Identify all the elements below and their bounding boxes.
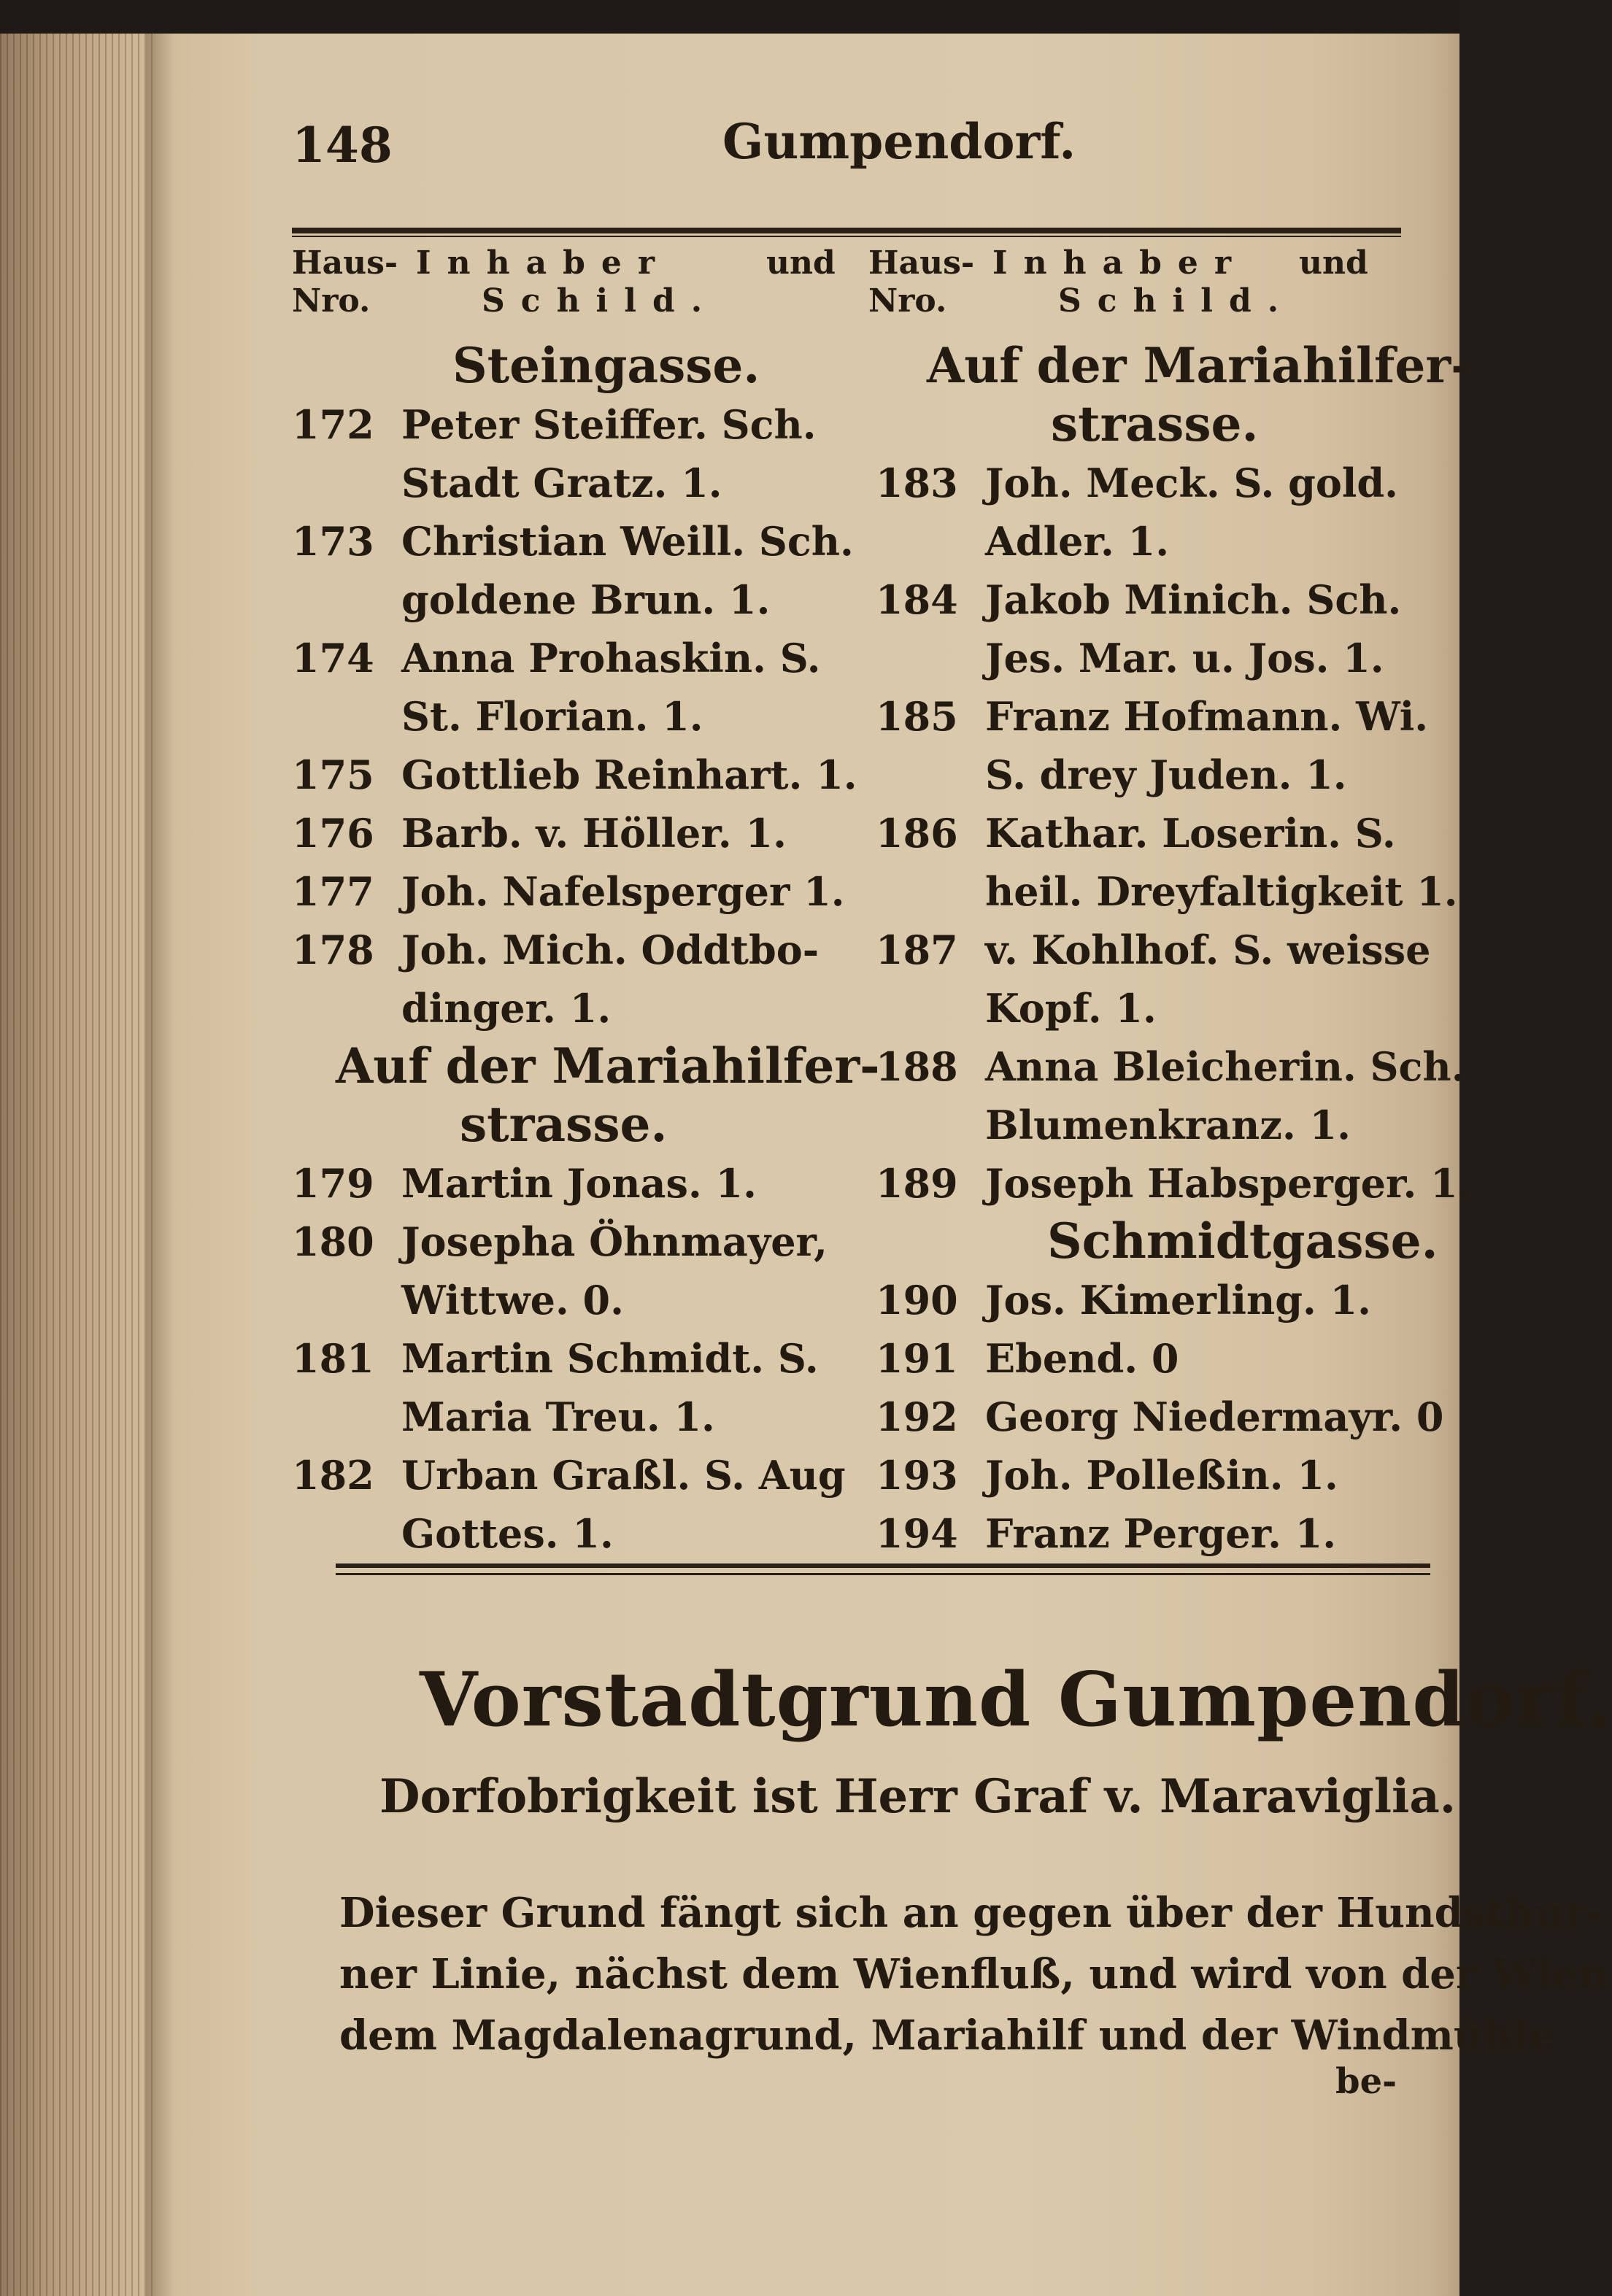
entry-continuation: Kopf. 1. [985, 985, 1157, 1032]
entry-text: Jakob Minich. Sch. [985, 576, 1402, 623]
entry-text: Christian Weill. Sch. [401, 518, 854, 565]
entry-text: Martin Jonas. 1. [401, 1160, 757, 1207]
house-number: 173 [292, 518, 374, 565]
entry-text: Martin Schmidt. S. [401, 1335, 819, 1382]
house-number: 189 [876, 1160, 958, 1207]
house-number: 185 [876, 693, 958, 740]
und-label: und [1299, 244, 1368, 282]
house-number: 191 [876, 1335, 958, 1382]
house-number: 175 [292, 751, 374, 798]
entry-text: Georg Niedermayr. 0 [985, 1394, 1444, 1440]
entry-text: Ebend. 0 [985, 1335, 1179, 1382]
entry-continuation: St. Florian. 1. [401, 693, 703, 740]
entry-continuation: dinger. 1. [401, 985, 612, 1032]
entry-text: Joh. Nafelsperger 1. [401, 868, 845, 915]
house-number: 188 [876, 1043, 958, 1090]
entry-continuation: Blumenkranz. 1. [985, 1102, 1351, 1148]
house-number: 179 [292, 1160, 374, 1207]
street-heading: Steingasse. [452, 337, 760, 394]
running-title: Gumpendorf. [722, 113, 1076, 170]
entry-text: Joh. Mich. Oddtbo- [401, 927, 820, 973]
header-rule [292, 228, 1401, 233]
entry-text: Anna Bleicherin. Sch. [985, 1043, 1465, 1090]
entry-text: Franz Perger. 1. [985, 1510, 1337, 1557]
entry-text: Jos. Kimerling. 1. [985, 1277, 1371, 1323]
entry-text: Josepha Öhnmayer, [401, 1218, 828, 1265]
haus-label: Haus- [868, 244, 975, 282]
binding-edge [0, 0, 1459, 34]
entry-text: Anna Prohaskin. S. [401, 635, 821, 681]
house-number: 182 [292, 1452, 374, 1499]
entry-text: Barb. v. Höller. 1. [401, 810, 787, 857]
house-number: 178 [292, 927, 374, 973]
house-number: 194 [876, 1510, 958, 1557]
nro-label: Nro. [868, 282, 947, 320]
street-heading: strasse. [1051, 395, 1259, 452]
house-number: 172 [292, 401, 374, 448]
street-heading: strasse. [460, 1096, 668, 1153]
entry-continuation: Stadt Gratz. 1. [401, 460, 722, 506]
entry-text: v. Kohlhof. S. weisse [985, 927, 1431, 973]
paragraph-line: dem Magdalenagrund, Mariahilf und der Windmühle [339, 2011, 1555, 2060]
section-paragraph [339, 1882, 1608, 2066]
entry-text: Urban Graßl. S. Aug [401, 1452, 846, 1499]
house-number: 183 [876, 460, 958, 506]
house-number: 174 [292, 635, 374, 681]
entry-text: Gottlieb Reinhart. 1. [401, 751, 857, 798]
house-number: 180 [292, 1218, 374, 1265]
entry-continuation: Wittwe. 0. [401, 1277, 624, 1323]
paragraph-line: ner Linie, nächst dem Wienfluß, und wird von der Wien [339, 1950, 1608, 1998]
paragraph-line: Dieser Grund fängt sich an gegen über der Hundsthur- [339, 1889, 1603, 1937]
street-heading: Auf der Mariahilfer- [336, 1037, 880, 1094]
entry-text: Joh. Polleßin. 1. [985, 1452, 1338, 1499]
gutter-shadow [146, 34, 175, 2296]
house-number: 176 [292, 810, 374, 857]
entry-continuation: Jes. Mar. u. Jos. 1. [985, 635, 1384, 681]
house-number: 177 [292, 868, 374, 915]
house-number: 190 [876, 1277, 958, 1323]
page-number: 148 [292, 117, 393, 174]
entry-text: Joh. Meck. S. gold. [985, 460, 1398, 506]
section-rule [336, 1563, 1430, 1568]
entry-text: Franz Hofmann. Wi. [985, 693, 1429, 740]
street-heading: Schmidtgasse. [1047, 1213, 1438, 1269]
entry-continuation: S. drey Juden. 1. [985, 751, 1347, 798]
house-number: 193 [876, 1452, 958, 1499]
entry-continuation: Maria Treu. 1. [401, 1394, 715, 1440]
und-label: und [766, 244, 836, 282]
entry-continuation: Gottes. 1. [401, 1510, 614, 1557]
catchword: be- [1335, 2061, 1397, 2102]
section-rule-thin [336, 1573, 1430, 1575]
inhaber-label: Inhaber [992, 244, 1248, 282]
entry-text: Peter Steiffer. Sch. [401, 401, 817, 448]
house-number: 192 [876, 1394, 958, 1440]
schild-label: Schild. [1058, 282, 1295, 320]
haus-label: Haus- [292, 244, 398, 282]
house-number: 181 [292, 1335, 374, 1382]
entry-continuation: heil. Dreyfaltigkeit 1. [985, 868, 1458, 915]
inhaber-label: Inhaber [416, 244, 671, 282]
house-number: 186 [876, 810, 958, 857]
page-edges [0, 34, 153, 2296]
entry-continuation: goldene Brun. 1. [401, 576, 771, 623]
house-number: 184 [876, 576, 958, 623]
schild-label: Schild. [482, 282, 719, 320]
nro-label: Nro. [292, 282, 371, 320]
entry-continuation: Adler. 1. [985, 518, 1169, 565]
section-title: Vorstadtgrund Gumpendorf. [420, 1656, 1612, 1744]
header-rule-thin [292, 236, 1401, 237]
house-number: 187 [876, 927, 958, 973]
entry-text: Joseph Habsperger. 1. [985, 1160, 1472, 1207]
entry-text: Kathar. Loserin. S. [985, 810, 1396, 857]
section-subtitle: Dorfobrigkeit ist Herr Graf v. Maraviglia. [379, 1769, 1457, 1824]
street-heading: Auf der Mariahilfer- [927, 337, 1471, 394]
